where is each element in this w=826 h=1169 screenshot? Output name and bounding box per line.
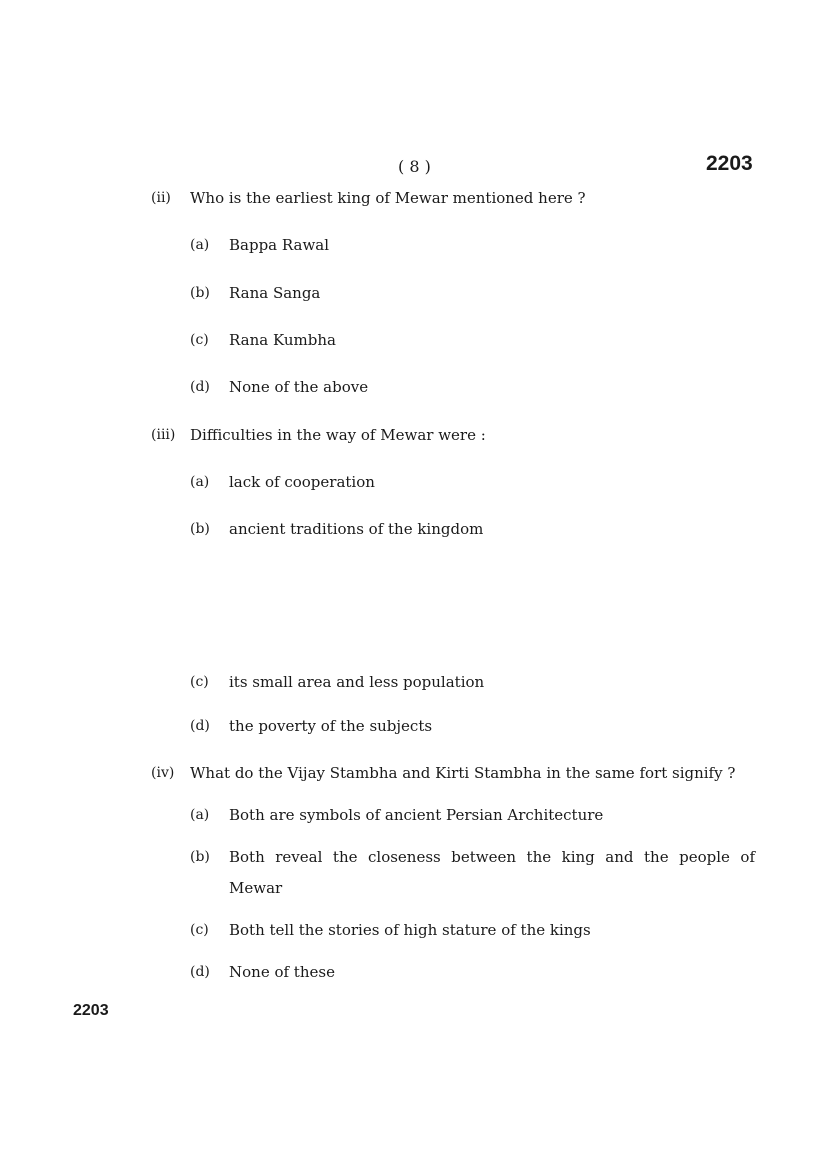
question-text: Who is the earliest king of Mewar mentioned here ?	[190, 189, 586, 207]
question-text: What do the Vijay Stambha and Kirti Stambha in the same fort signify ?	[190, 764, 736, 782]
option-text: None of these	[229, 963, 335, 981]
option-text: Both reveal the closeness between the king and the people of	[229, 848, 755, 866]
question-number: (iv)	[151, 765, 175, 781]
option-text: Rana Sanga	[229, 284, 321, 302]
option-label: (b)	[190, 285, 210, 301]
question-number: (ii)	[151, 190, 171, 206]
option-label: (a)	[190, 237, 210, 253]
option-label: (c)	[190, 332, 209, 348]
question-text: Difficulties in the way of Mewar were :	[190, 426, 486, 444]
option-text: Both are symbols of ancient Persian Architecture	[229, 806, 604, 824]
question-number: (iii)	[151, 427, 176, 443]
option-label: (d)	[190, 379, 210, 395]
option-label: (c)	[190, 674, 209, 690]
option-text: its small area and less population	[229, 673, 485, 691]
option-text-continuation: Mewar	[229, 879, 283, 897]
option-label: (a)	[190, 807, 210, 823]
option-text: None of the above	[229, 378, 369, 396]
option-text: Both tell the stories of high stature of the kings	[229, 921, 591, 939]
option-text: ancient traditions of the kingdom	[229, 520, 484, 538]
option-label: (a)	[190, 474, 210, 490]
option-text: Bappa Rawal	[229, 236, 330, 254]
option-label: (b)	[190, 849, 210, 865]
option-label: (d)	[190, 964, 210, 980]
option-text: the poverty of the subjects	[229, 717, 433, 735]
option-label: (c)	[190, 922, 209, 938]
paper-code-top: 2203	[706, 152, 753, 175]
option-text: Rana Kumbha	[229, 331, 336, 349]
page-number: ( 8 )	[398, 157, 431, 176]
option-label: (b)	[190, 521, 210, 537]
paper-code-bottom: 2203	[73, 1002, 109, 1019]
option-text: lack of cooperation	[229, 473, 375, 491]
option-label: (d)	[190, 718, 210, 734]
